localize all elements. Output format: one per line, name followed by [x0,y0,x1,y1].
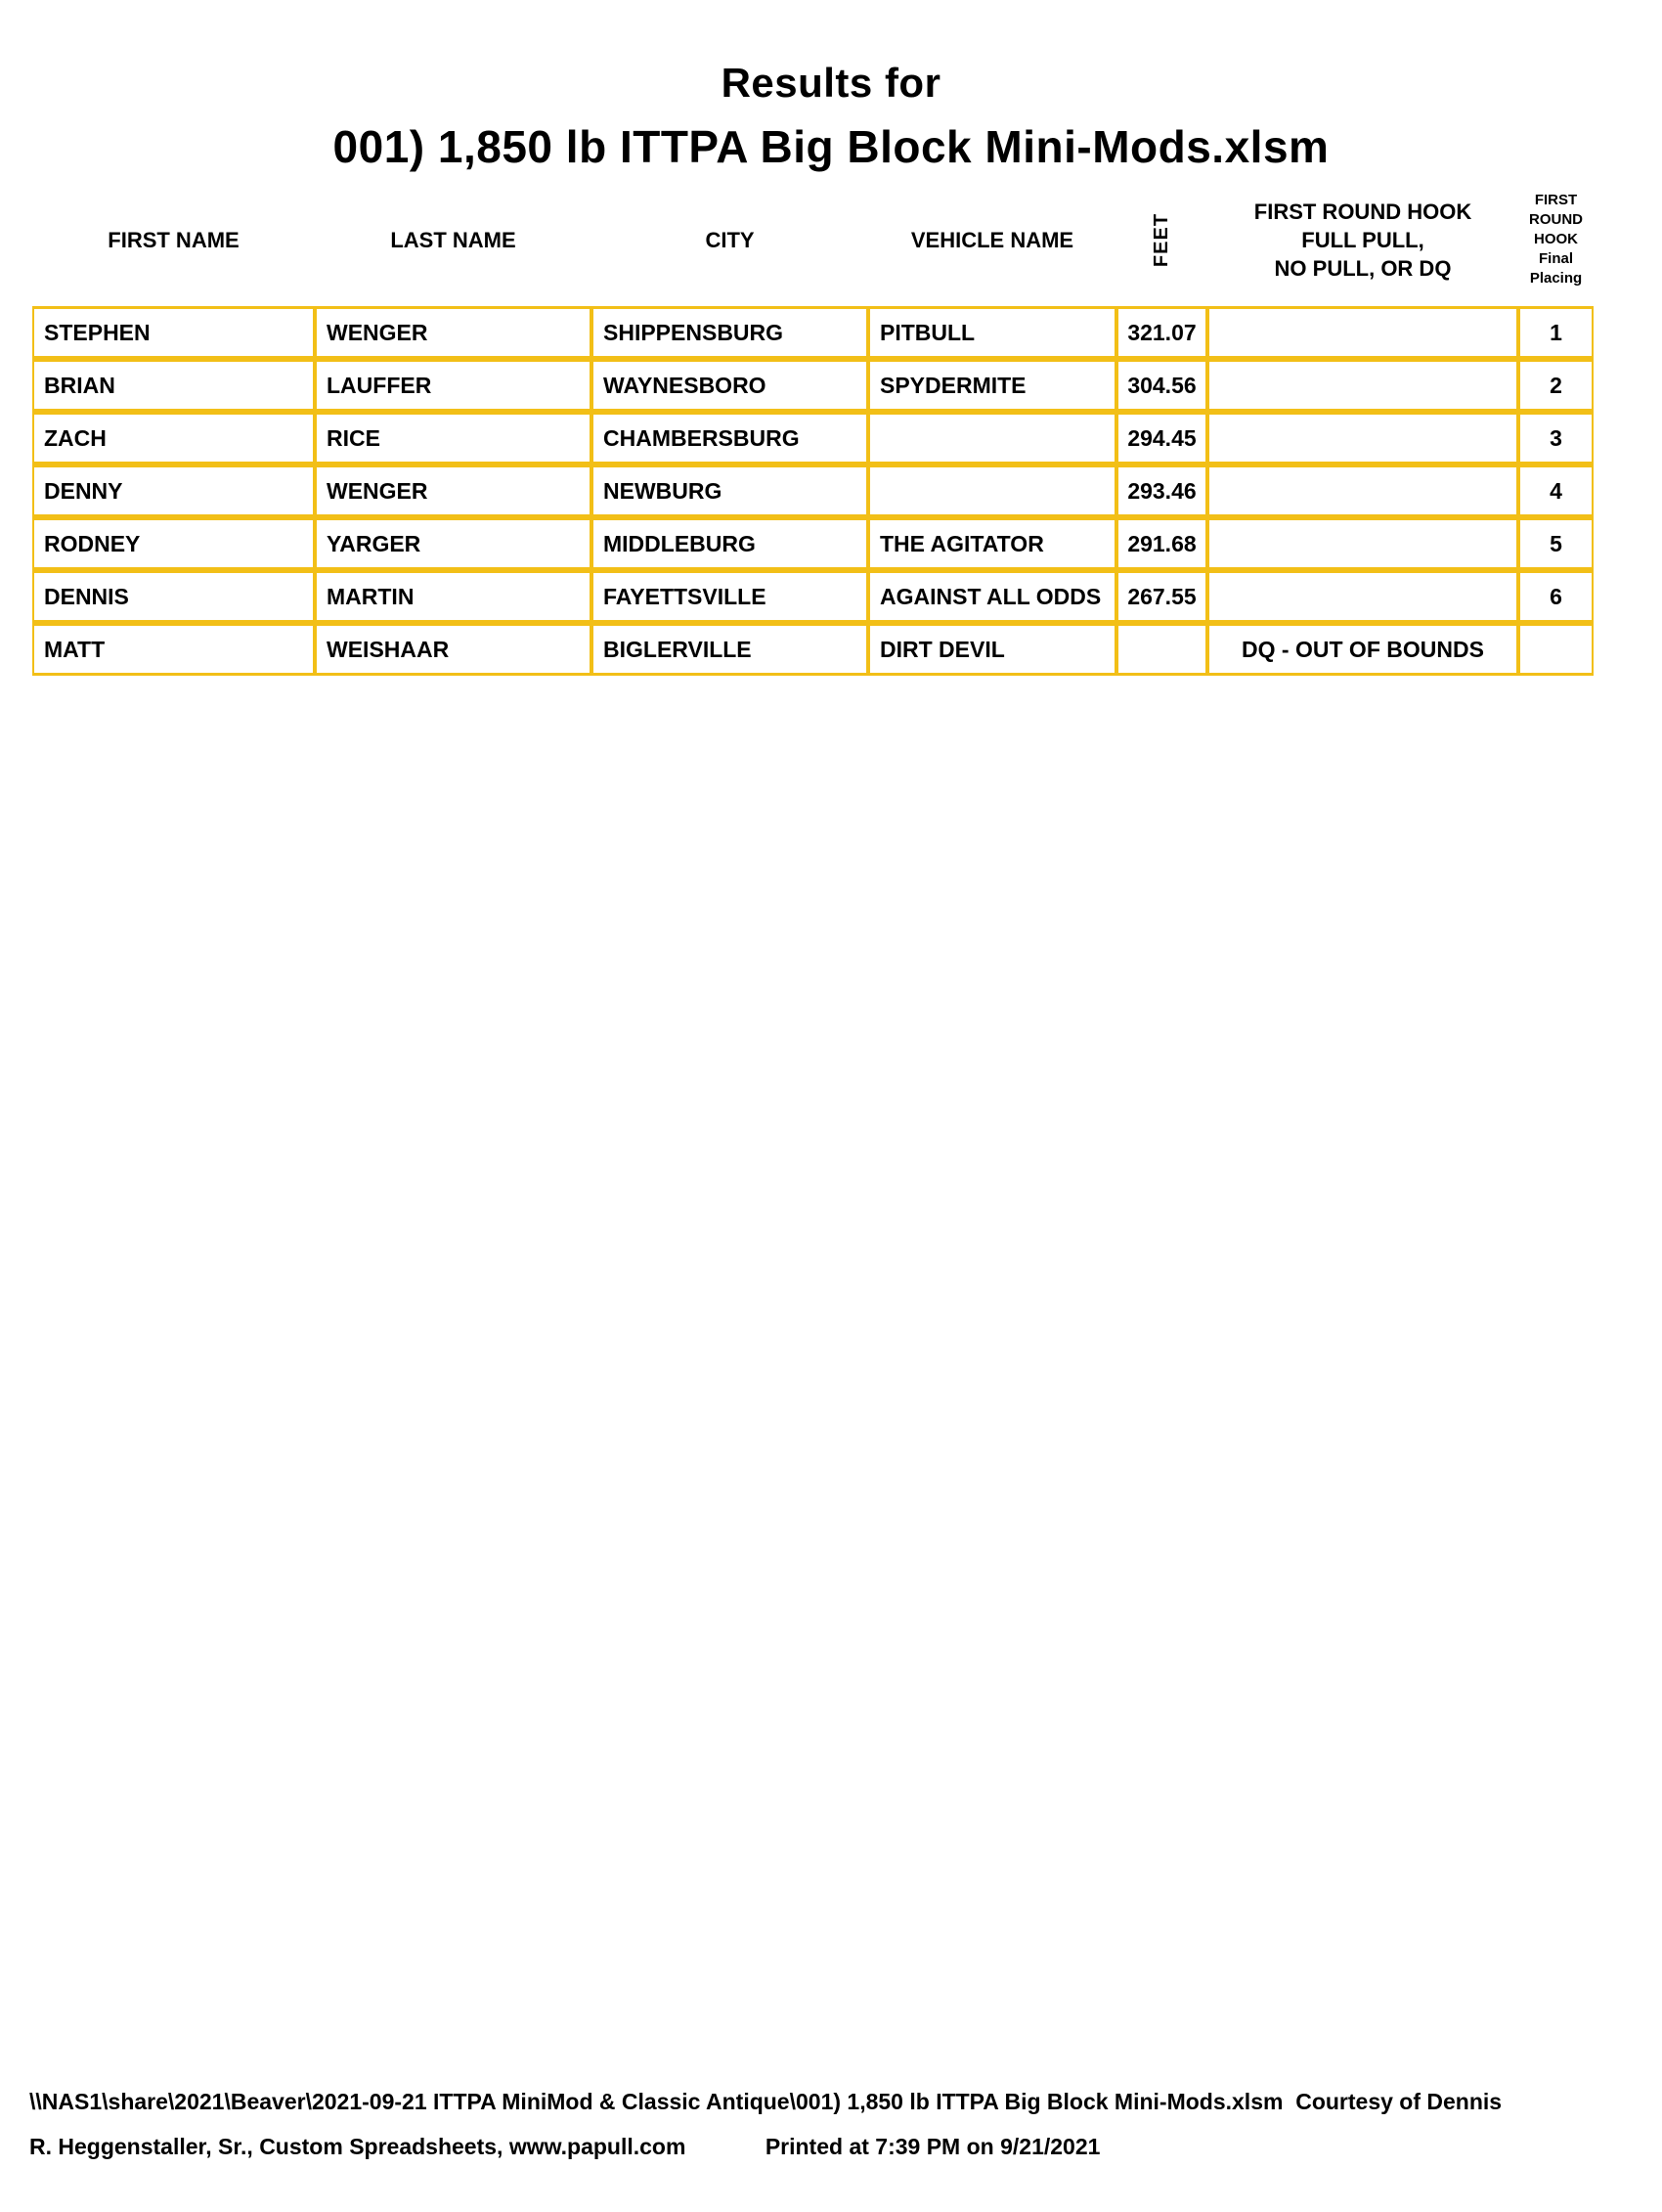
page-subtitle: 001) 1,850 lb ITTPA Big Block Mini-Mods.xlsm [332,121,1330,172]
cell-city: FAYETTSVILLE [591,570,868,623]
table-row [32,570,1594,623]
cell-vehicle-name: SPYDERMITE [868,359,1116,412]
column-header-vehicle-name [868,191,1116,306]
cell-first-name: BRIAN [32,359,315,412]
cell-vehicle-name [868,465,1116,517]
cell-city: CHAMBERSBURG [591,412,868,465]
results-page [0,60,1662,2159]
cell-last-name: WEISHAAR [315,623,591,676]
cell-final-placing: 1 [1518,306,1594,359]
cell-feet: 267.55 [1116,570,1207,623]
cell-city: MIDDLEBURG [591,517,868,570]
footer-printed-timestamp: Printed at 7:39 PM on 9/21/2021 [765,2134,1101,2159]
cell-hook-result: DQ - OUT OF BOUNDS [1207,623,1518,676]
table-row [32,306,1594,359]
feet-rotated-label-box [1116,210,1207,269]
column-header-first-round-hook [1207,191,1518,306]
results-table [32,191,1594,676]
cell-hook-result [1207,570,1518,623]
column-header-line: FULL PULL, [1301,227,1424,252]
cell-feet: 321.07 [1116,306,1207,359]
cell-first-name: RODNEY [32,517,315,570]
cell-city: WAYNESBORO [591,359,868,412]
page-footer [29,2079,1646,2169]
cell-city: BIGLERVILLE [591,623,868,676]
cell-last-name: LAUFFER [315,359,591,412]
cell-hook-result [1207,517,1518,570]
cell-hook-result [1207,465,1518,517]
cell-first-name: MATT [32,623,315,676]
cell-final-placing [1518,623,1594,676]
cell-vehicle-name: DIRT DEVIL [868,623,1116,676]
column-header-last-name [315,191,591,306]
cell-city: SHIPPENSBURG [591,306,868,359]
cell-last-name: MARTIN [315,570,591,623]
column-header-label: LAST NAME [390,227,516,252]
cell-feet: 291.68 [1116,517,1207,570]
column-header-line: NO PULL, OR DQ [1274,255,1452,281]
table-header-row [32,191,1594,306]
cell-last-name: RICE [315,412,591,465]
footer-credit-line [29,2124,1646,2169]
cell-vehicle-name [868,412,1116,465]
column-header-line: FIRST ROUND [1529,192,1583,228]
column-header-label: CITY [705,227,755,252]
cell-final-placing: 4 [1518,465,1594,517]
footer-file-path: \\NAS1\share\2021\Beaver\2021-09-21 ITTPA MiniMod & Classic Antique\001) 1,850 lb ITTPA Big Block Mini-Mods.xlsm Courtesy of Dennis [29,2089,1503,2114]
column-header-line: Final Placing [1529,250,1583,287]
column-header-label: FIRST NAME [108,227,240,252]
cell-final-placing: 6 [1518,570,1594,623]
column-header-line: HOOK [1534,231,1578,247]
cell-last-name: YARGER [315,517,591,570]
page-title: Results for [721,60,941,106]
table-row [32,517,1594,570]
cell-first-name: DENNIS [32,570,315,623]
column-header-line: FIRST ROUND HOOK [1253,199,1472,224]
column-header-label: FEET [1151,212,1172,267]
cell-vehicle-name: PITBULL [868,306,1116,359]
cell-first-name: ZACH [32,412,315,465]
cell-first-name: DENNY [32,465,315,517]
cell-last-name: WENGER [315,306,591,359]
table-row [32,359,1594,412]
cell-hook-result [1207,359,1518,412]
cell-hook-result [1207,306,1518,359]
cell-feet: 304.56 [1116,359,1207,412]
column-header-label: VEHICLE NAME [910,227,1074,252]
cell-vehicle-name: AGAINST ALL ODDS [868,570,1116,623]
cell-feet: 294.45 [1116,412,1207,465]
column-header-city [591,191,868,306]
cell-final-placing: 2 [1518,359,1594,412]
column-header-final-placing [1518,191,1594,306]
cell-hook-result [1207,412,1518,465]
cell-final-placing: 5 [1518,517,1594,570]
table-row [32,623,1594,676]
cell-final-placing: 3 [1518,412,1594,465]
table-row [32,412,1594,465]
table-row [32,465,1594,517]
cell-vehicle-name: THE AGITATOR [868,517,1116,570]
column-header-first-name [32,191,315,306]
cell-feet: 293.46 [1116,465,1207,517]
cell-feet [1116,623,1207,676]
cell-city: NEWBURG [591,465,868,517]
column-header-feet [1116,191,1207,306]
cell-first-name: STEPHEN [32,306,315,359]
footer-credit-text: R. Heggenstaller, Sr., Custom Spreadsheets, www.papull.com [29,2134,686,2159]
cell-last-name: WENGER [315,465,591,517]
